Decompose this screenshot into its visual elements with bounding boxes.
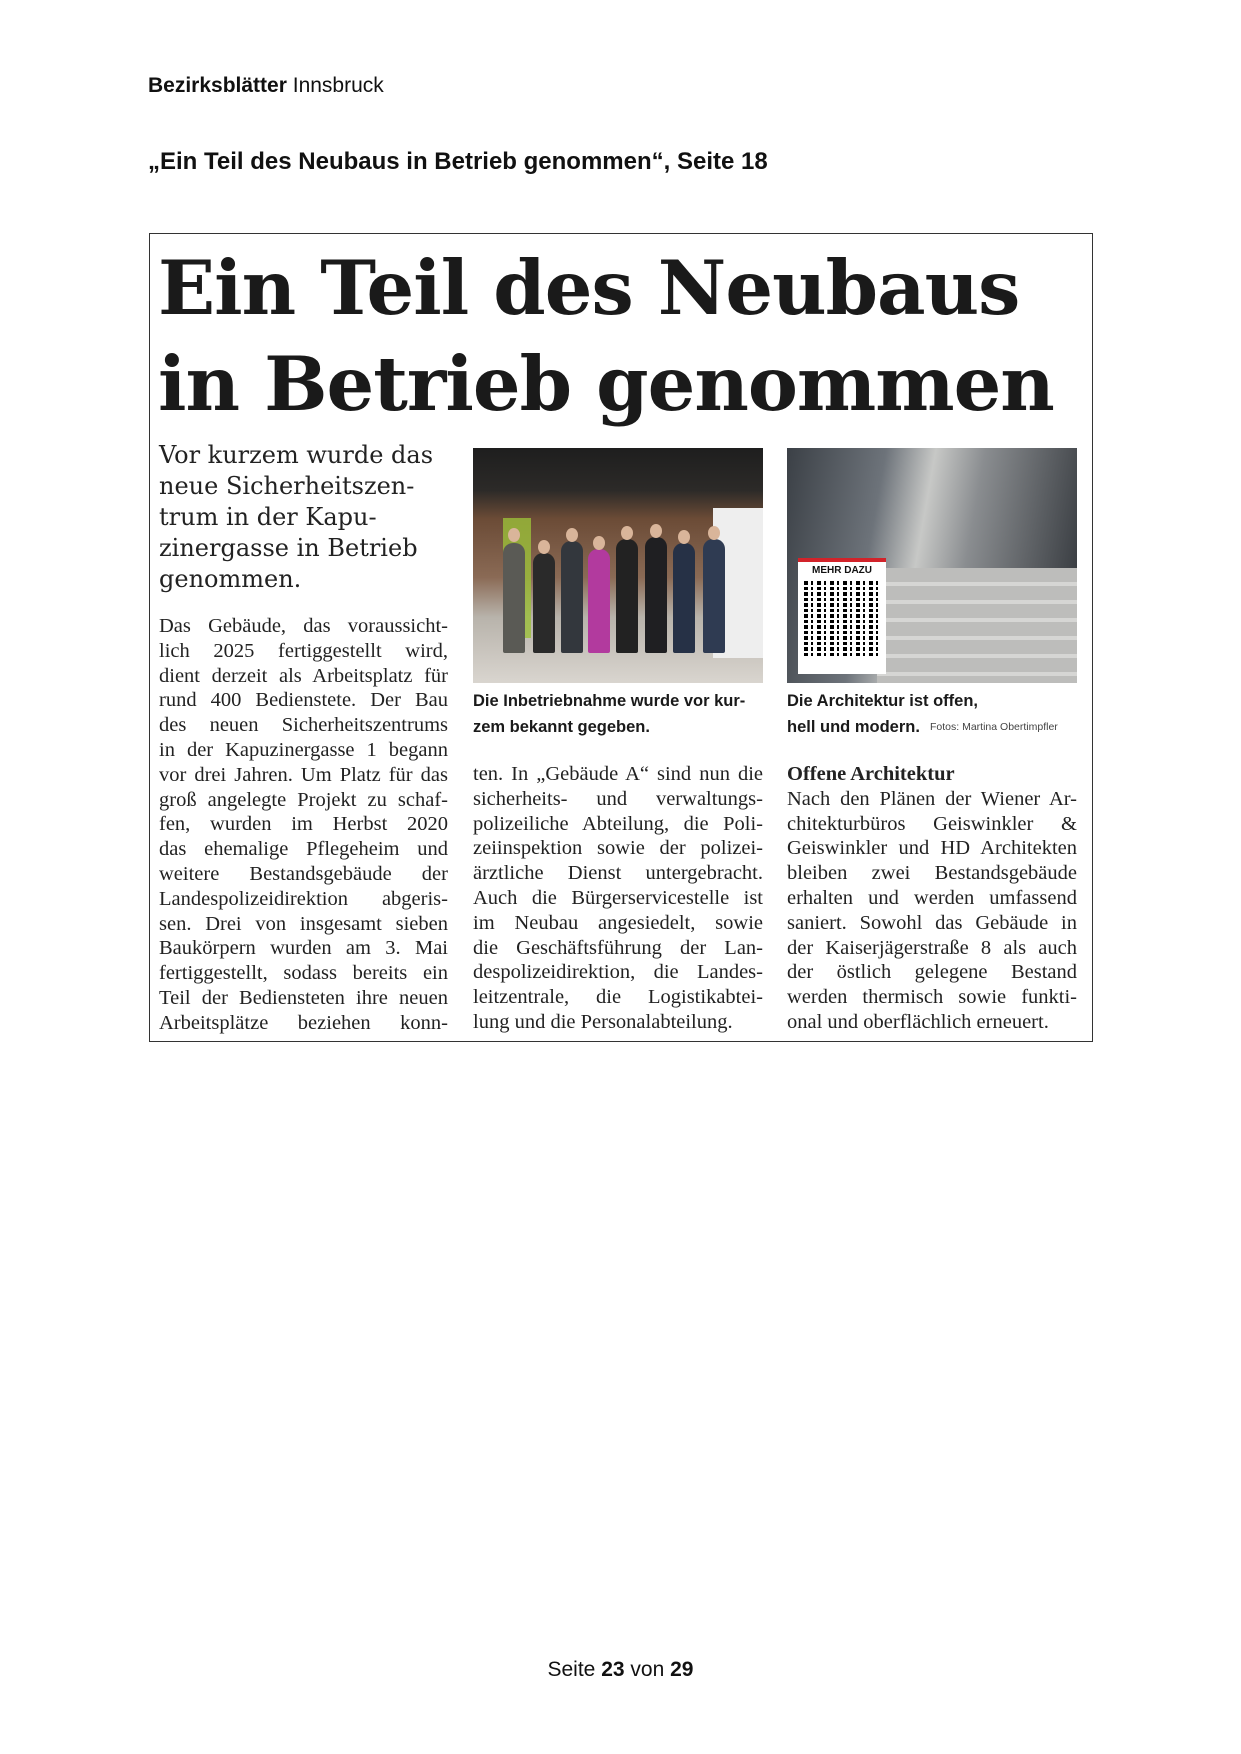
head [708, 526, 720, 540]
head [566, 528, 578, 542]
text-line: Geiswinkler und HD Architekten [787, 837, 1077, 860]
head [508, 528, 520, 542]
person [503, 543, 525, 653]
text-line: die Geschäftsführung der Lan- [473, 936, 763, 959]
total-pages: 29 [670, 1658, 694, 1681]
text-line: lung und die Personalabteilung. [473, 1010, 733, 1033]
article-column-2 [473, 762, 763, 1035]
text-line: bleiben zwei Bestandsgebäude [787, 862, 1077, 885]
photo-caption-1: Die Inbetriebnahme wurde vor kur- zem bekannt gegeben. [473, 692, 746, 736]
section-heading: Offene Architektur [787, 763, 955, 785]
text-line: das ehemalige Pflegeheim und [159, 838, 448, 861]
publication-name: Bezirksblätter [148, 74, 287, 97]
headline-line: Ein Teil des Neubaus [158, 244, 1020, 332]
text-line: im Neubau angesiedelt, sowie [473, 911, 763, 934]
text-line: Baukörpern wurden am 3. Mai [159, 937, 448, 960]
qr-code-badge[interactable] [798, 558, 886, 674]
article-reference: „Ein Teil des Neubaus in Betrieb genommen“, Seite 18 [148, 148, 768, 175]
person [645, 537, 667, 653]
text-line: despolizeidirektion, die Landes- [473, 961, 763, 984]
person [616, 539, 638, 653]
photo-credit: Fotos: Martina Obertimpfler [930, 721, 1058, 733]
text-line: sicherheits- und verwaltungs- [473, 787, 763, 810]
text-line: der Kaiserjägerstraße 8 als auch [787, 936, 1077, 959]
article-lead: Vor kurzem wurde das neue Sicherheitszen- trum in der Kapu- zinergasse in Betrieb genommen. [159, 441, 434, 593]
text-line: rund 400 Bedienstete. Der Bau [159, 689, 448, 712]
text-line: Teil der Bediensteten ihre neuen [159, 986, 448, 1009]
text-line: vor drei Jahren. Um Platz für das [159, 763, 448, 786]
text-line: Auch die Bürgerservicestelle ist [473, 886, 763, 909]
publication-header [148, 74, 384, 98]
column-3-body [787, 787, 1077, 1035]
text-line: chitekturbüros Geiswinkler & [787, 812, 1077, 835]
current-page: 23 [601, 1658, 625, 1681]
text-line: dient derzeit als Arbeitsplatz für [159, 664, 448, 687]
text-line: Nach den Plänen der Wiener Ar- [787, 787, 1077, 810]
qr-code-icon [804, 580, 880, 656]
person [703, 539, 725, 653]
text-line: zeiinspektion sowie der polizei- [473, 837, 763, 860]
text-line: polizeiliche Abteilung, die Poli- [473, 812, 763, 835]
text-line: lich 2025 fertiggestellt wird, [159, 639, 448, 662]
article-headline [158, 240, 1054, 432]
page-number [0, 1658, 1241, 1682]
text-line: der östlich gelegene Bestand [787, 961, 1077, 984]
head [538, 540, 550, 554]
text-line: erhalten und werden umfassend [787, 886, 1077, 909]
photo-caption-2: Die Architektur ist offen, hell und modern. [787, 692, 978, 736]
page-of-label: von [630, 1658, 665, 1681]
text-line: ten. In „Gebäude A“ sind nun die [473, 763, 763, 785]
article-column-3 [787, 762, 1077, 1035]
publication-region: Innsbruck [292, 74, 384, 97]
page-label: Seite [547, 1658, 596, 1681]
text-line: sen. Drei von insgesamt sieben [159, 912, 448, 935]
head [678, 530, 690, 544]
person [588, 549, 610, 653]
text-line: des neuen Sicherheitszentrums [159, 714, 448, 737]
text-line: in der Kapuzinergasse 1 begann [159, 738, 448, 761]
head [621, 526, 633, 540]
headline-line: in Betrieb genommen [158, 340, 1054, 428]
stairs [877, 568, 1077, 683]
photo-architecture-staircase [787, 448, 1077, 683]
text-line: fen, wurden im Herbst 2020 [159, 813, 448, 836]
person [673, 543, 695, 653]
text-line: werden thermisch sowie funkti- [787, 986, 1077, 1009]
text-line: weitere Bestandsgebäude der [159, 862, 448, 885]
text-line: Das Gebäude, das voraussicht- [159, 615, 448, 637]
text-line: Arbeitsplätze beziehen konn- [159, 1011, 448, 1034]
text-line: ärztliche Dienst untergebracht. [473, 862, 763, 885]
person [533, 553, 555, 653]
head [593, 536, 605, 550]
article-column-1 [159, 614, 448, 1036]
photo-opening-ceremony [473, 448, 763, 683]
text-line: leitzentrale, die Logistikabtei- [473, 986, 763, 1009]
text-line: fertiggestellt, sodass bereits ein [159, 962, 448, 985]
qr-label: MEHR DAZU [812, 565, 872, 576]
text-line: saniert. Sowohl das Gebäude in [787, 911, 1077, 934]
text-line: Landespolizeidirektion abgeris- [159, 887, 448, 910]
text-line: onal und oberflächlich erneuert. [787, 1010, 1049, 1033]
head [650, 524, 662, 538]
person [561, 541, 583, 653]
text-line: groß angelegte Projekt zu schaf- [159, 788, 448, 811]
